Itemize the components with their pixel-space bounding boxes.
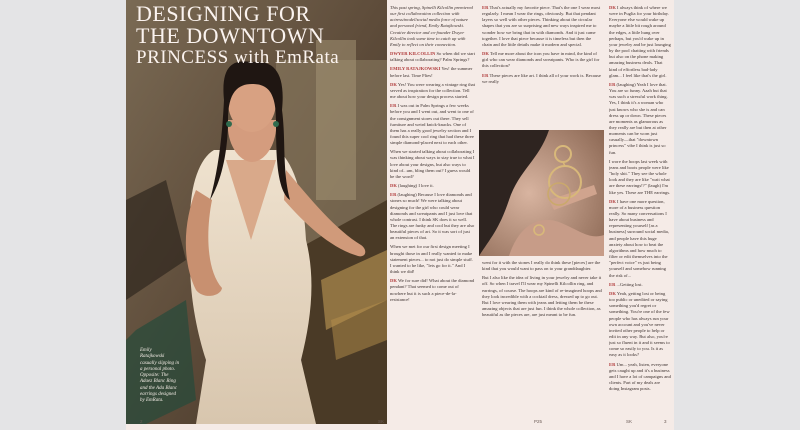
article-column-2-bottom: [482, 260, 602, 417]
article-paragraph: [390, 183, 475, 189]
paragraph-text: When we started talking about collaborating I was thinking about ways to stay true to what I love about your designs, but also ways to kind of...um, bling them out? I guess would be the word?: [390, 149, 475, 179]
caption-line: Opposite: The: [140, 373, 169, 379]
paragraph-text: Yeah, getting lost or being too public or unedited or saying something you'd regret or something. You're one of the few people who has always run your own account and you've never invited other people to help or edit in any way. But also, you're just so fluent in it and it seems to come so easily to you. Is it as easy as it looks?: [609, 290, 670, 358]
paragraph-text: We for sure did! What about the diamond pendant? That seemed to come out of nowhere but it is such a piece-de-la-resistance!: [390, 278, 475, 302]
speaker-label: ER: [390, 192, 397, 198]
article-paragraph: [482, 73, 602, 85]
speaker-label: ER: [482, 72, 489, 78]
paragraph-text: Yes! the summer before last. Time Flies!: [390, 66, 473, 78]
speaker-label: ER: [609, 281, 616, 287]
article-paragraph: [482, 5, 602, 48]
paragraph-text: So when did we start talking about collaborating? Palm Springs?: [390, 51, 475, 63]
paragraph-text: Tell me more about the icon you have in mind, the kind of girl who can wear diamonds and sweatpants. Who is the girl for this collection?: [482, 51, 600, 69]
caption-line: Ratajkowski: [140, 354, 165, 360]
article-paragraph: [482, 260, 602, 272]
article-paragraph: [390, 278, 475, 303]
article-paragraph: [390, 244, 475, 275]
caption-line: by EmRata.: [140, 398, 164, 404]
speaker-label: EMILY RATAJKOWSKI: [390, 66, 441, 72]
paragraph-text: Um... yeah, listen, everyone gets caught up and it's a business and I have a lot of campaigns and clients. Part of my deals are doing Instagram posts.: [609, 361, 671, 392]
article-column-2-top: [482, 5, 602, 129]
speaker-label: DK: [390, 81, 397, 87]
paragraph-text: (laughing) Yeah I love that. You are so funny. Aaah but that was such a stressful work thing. Yes, I think it's a woman who just knows who she is and can dress up or down. These pieces are moments as glamorous as they really are but then at other moments can be worn just casually—that "downtown princess" vibe I think is just so fun.: [609, 81, 668, 155]
paragraph-text: ...Getting lost.: [616, 281, 643, 287]
speaker-label: DK: [390, 278, 397, 284]
title-line-2: THE DOWNTOWN: [136, 23, 325, 48]
paragraph-text: went for it with the stones I really do think these [pieces] are the kind that you would want to pass on to your granddaughter.: [482, 260, 601, 272]
title-line-3: PRINCESS with EmRata: [136, 47, 340, 68]
footer-center: P25: [534, 419, 543, 424]
title-line-1: DESIGNING FOR: [136, 1, 311, 26]
article-paragraph: [390, 192, 475, 241]
speaker-label: DK: [390, 183, 397, 189]
footer-section-right: SK: [626, 419, 633, 424]
photo-caption: [140, 348, 200, 405]
caption-line: and the Ada Blanc: [140, 385, 177, 391]
article-paragraph: [482, 51, 602, 69]
speaker-label: DK: [609, 198, 616, 204]
caption-line: earrings designed: [140, 392, 176, 398]
article-column-1: [390, 5, 475, 417]
speaker-label: DK: [609, 290, 616, 296]
article-paragraph: [609, 5, 671, 79]
article-paragraph: [609, 82, 671, 156]
article-title: [136, 3, 386, 69]
footer-section-left: SK: [378, 419, 385, 424]
article-paragraph: [390, 149, 475, 180]
paragraph-text: I have one more question, more of a business question really. So many conversations I have about business and representing yourself [as a business] surround social media, and people have this huge anxiety about how to beat the algorithms and how much to filter or edit themselves into the "perfect voice" vs just being yourself and somehow running the risk of...: [609, 198, 669, 278]
article-intro: [390, 5, 475, 48]
earring-photo: [479, 130, 604, 256]
paragraph-text: I always think of where we were in Puglia for your birthday. Everyone else would wake up maybe a little bit rough around the edges, a little hung over perhaps, but you'd wake up in your jewelry and be just lounging by the pool chatting with friends but also on the phone making amazing business deals. That kind of effortless bad-lady glam... I feel like that's the girl.: [609, 5, 671, 78]
paragraph-text: These pieces are like art. I think all of your work is. Because we really: [482, 72, 601, 84]
speaker-label: ER: [609, 361, 616, 367]
speaker-label: DK: [482, 51, 489, 57]
paragraph-text: (laughing) I love it.: [398, 183, 434, 189]
magazine-spread: [126, 0, 674, 430]
paragraph-text: Yes! You were wearing a vintage ring that served as inspiration for the collection. Tell me about how your design process started.: [390, 81, 475, 100]
page-number-right: 3: [664, 419, 667, 424]
paragraph-text: I wore the hoops last week with jeans and boots people were like "holy shit." They see the whole look and they are like "wait what are these earrings!?" (laugh) I'm like yes. These are THE earrings.: [609, 158, 671, 195]
paragraph-text: When we met for our first design meeting I brought those in and I really wanted to make statement pieces... to not just do simple stuff. I wanted to be like, "lets go for it." And I think we did!: [390, 244, 473, 275]
speaker-label: DK: [609, 5, 616, 10]
paragraph-text: I was out in Palm Springs a few weeks before you and I went out, and went to one of the consignment stores out there. They sell furniture and weird knick-knacks. One of them has a really good jewelry section and I found this super cool ring that had these three simple diamond-placed next to each other.: [390, 103, 474, 146]
caption-line: Adaez Blanc Ring: [140, 379, 176, 385]
paragraph-text: That's actually my favorite piece. That's the one I wear most regularly. I mean I wear the rings, obviously. But that pendant layers so well with other pieces. Thinking about the circular shapes that you are so surprising and new ways inspired me to wonder how we bring that in with diamonds. And it just came together. I love that piece because it is timeless but then the chain and the little details make it modern and special.: [482, 5, 601, 47]
article-paragraph: [609, 282, 671, 288]
paragraph-text: But I also like the idea of living in your jewelry and never take it off. So when I travel I'll wear my Spinelli Kilcollin ring, and earrings, of course. The hoops are kind of re-imagined hoops and they look incredible with a cocktail dress, dressed up to go out. But I love wearing them with jeans and letting them be these amazing objects that are just fun. I think the whole collection, as beautiful as the pieces are, are just meant to be fun.: [482, 275, 602, 318]
article-paragraph: [609, 159, 671, 196]
article-column-3: [609, 5, 671, 417]
speaker-label: ER: [390, 103, 397, 109]
speaker-label: ER: [482, 5, 489, 10]
article-paragraph: [390, 82, 475, 100]
article-paragraph: [390, 51, 475, 63]
earring-illustration: [479, 130, 604, 256]
page-number-left: 2: [140, 419, 143, 424]
article-paragraph: [390, 66, 475, 78]
article-paragraph: [390, 103, 475, 146]
speaker-label: DWYER KILCOLLIN: [390, 51, 436, 57]
article-paragraph: [482, 275, 602, 318]
caption-line: Emily: [140, 348, 152, 353]
article-paragraph: [609, 199, 671, 279]
caption-line: casually slipping in: [140, 360, 180, 366]
intro-text: This past spring, Spinelli Kilcollin premiered our first collaboration collection with actress/model/social media force of nature and personal friend, Emily Ratajkowski. Creative director and co-founder Dwyer Kilcollin took some time to catch up with Emily to reflect on their connection.: [390, 5, 473, 47]
article-paragraph: [609, 362, 671, 393]
article-paragraph: [609, 291, 671, 359]
paragraph-text: (laughing) Because I love diamonds and stones so much! We were talking about designing for the girl who could wear diamonds and sweatpants and I just love that whole contrast. I think SK does it so well. The rings are funky and cool but they are also beautiful pieces of art. So it was sort of just an extension of that.: [390, 192, 475, 241]
caption-line: a personal photo.: [140, 366, 176, 372]
speaker-label: ER: [609, 81, 616, 87]
